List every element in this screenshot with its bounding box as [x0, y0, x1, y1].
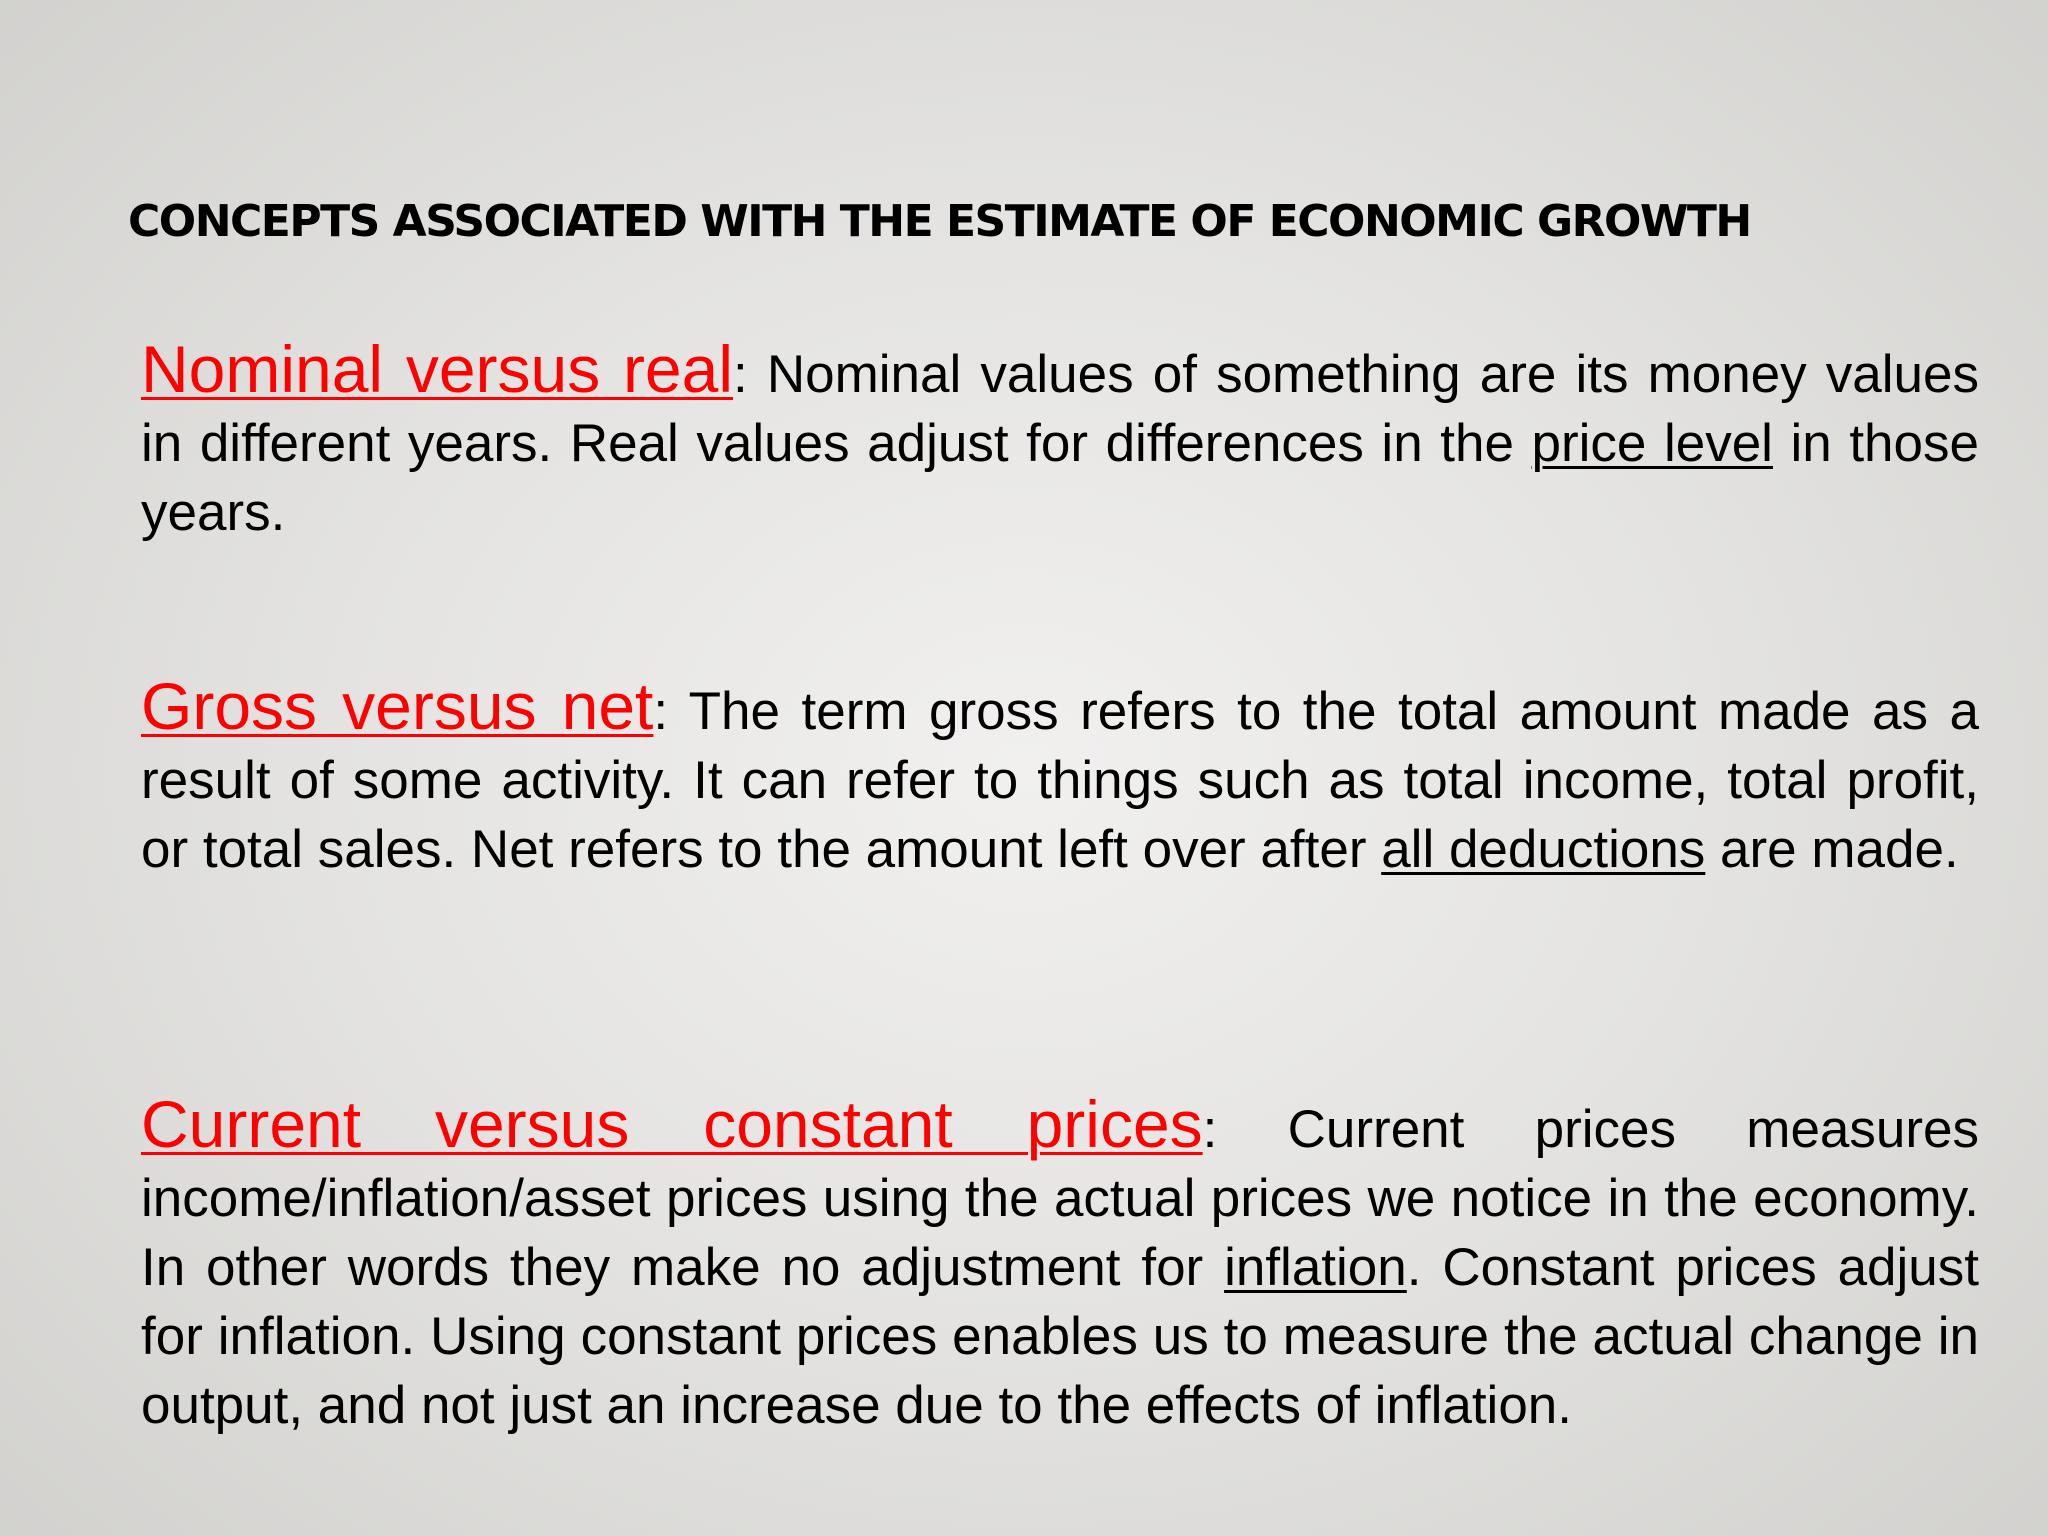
all-deductions-underlined: all deductions	[1381, 820, 1706, 879]
gross-vs-net-term: Gross versus net	[141, 669, 654, 743]
current-vs-constant-text: Current prices measures income/inflation/asset prices using the actual prices we notice in the economy. In other words they make no adjustment for	[141, 1100, 1979, 1297]
nominal-vs-real-text: Nominal values of something are its money values in different years. Real values adjust for differences in the	[141, 345, 1979, 473]
nominal-vs-real-colon: :	[733, 345, 748, 404]
gross-vs-net-colon: :	[653, 682, 669, 741]
price-level-underlined: price level	[1531, 414, 1773, 473]
inflation-underlined: inflation	[1224, 1238, 1407, 1297]
gross-vs-net-paragraph	[141, 669, 1979, 884]
gross-vs-net-text-end: are made.	[1705, 820, 1959, 879]
current-vs-constant-colon: :	[1202, 1100, 1218, 1159]
slide-title: CONCEPTS ASSOCIATED WITH THE ESTIMATE OF ECONOMIC GROWTH	[128, 196, 1751, 247]
nominal-vs-real-text-end: in those years.	[141, 414, 1979, 542]
current-vs-constant-text-end: . Constant prices adjust for inflation. Using constant prices enables us to measure the actual change in output, and not just an increase due to the effects of inflation.	[141, 1238, 1979, 1435]
current-vs-constant-term: Current versus constant prices	[141, 1087, 1203, 1161]
gross-vs-net-text: The term gross refers to the total amount made as a result of some activity. It can refer to things such as total income, total profit, or total sales. Net refers to the amount left over after	[141, 682, 1979, 879]
nominal-vs-real-term: Nominal versus real	[141, 332, 734, 406]
current-vs-constant-paragraph	[141, 1087, 1979, 1440]
nominal-vs-real-paragraph	[141, 332, 1979, 547]
